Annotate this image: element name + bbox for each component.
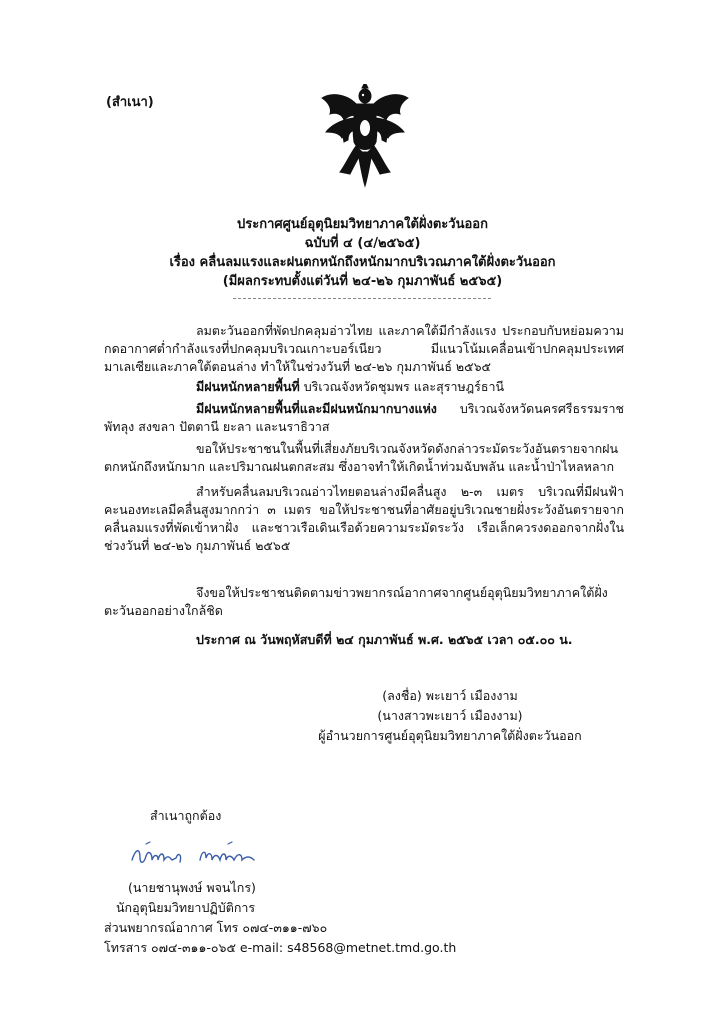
director-name: (นางสาวพะเยาว์ เมืองงาม) bbox=[377, 708, 523, 723]
garuda-emblem-icon bbox=[318, 84, 412, 188]
rain-warning-2-emphasis: มีฝนหนักหลายพื้นที่และมีฝนหนักมากบางแห่ง bbox=[196, 401, 437, 416]
announcement-date: ประกาศ ณ วันพฤหัสบดีที่ ๒๔ กุมภาพันธ์ พ.ศ. ๒๕๖๕ เวลา ๐๕.๐๐ น. bbox=[196, 632, 573, 647]
body-paragraph-6: จึงขอให้ประชาชนติดตามข่าวพยากรณ์อากาศจากศูนย์อุตุนิยมวิทยาภาคใต้ฝั่งตะวันออกอย่างใกล้ชิด bbox=[104, 585, 608, 618]
certifier-position: นักอุตุนิยมวิทยาปฏิบัติการ bbox=[116, 900, 256, 915]
certifier-name: (นายชานุพงษ์ พจนไกร) bbox=[128, 880, 256, 895]
heading-divider bbox=[233, 298, 491, 299]
body-paragraph-1: ลมตะวันออกที่พัดปกคลุมอ่าวไทย และภาคใต้มีกำลังแรง ประกอบกับหย่อมความกดอากาศต่ำกำลังแรงที่ปกคลุมบริเวณเกาะบอร์เนียว มีแนวโน้มเคลื่อนเข้าปกคลุมประเทศมาเลเซียและภาคใต้ตอนล่าง ทำให้ในช่วงวันที่ ๒๔-๒๖ กุมภาพันธ์ ๒๕๖๕ bbox=[104, 323, 624, 374]
body-paragraph-2 bbox=[104, 378, 624, 396]
rain-warning-1-emphasis: มีฝนหนักหลายพื้นที่ bbox=[196, 379, 300, 394]
body-paragraph-4: ขอให้ประชาชนในพื้นที่เสี่ยงภัยบริเวณจังหวัดดังกล่าวระมัดระวังอันตรายจากฝนตกหนักถึงหนักมาก และปริมาณฝนตกสะสม ซึ่งอาจทำให้เกิดน้ำท่วมฉับพลัน และน้ำป่าไหลหลาก bbox=[104, 441, 619, 474]
heading-issue-number: ฉบับที่ ๔ (๔/๒๕๖๕) bbox=[304, 236, 421, 251]
director-position: ผู้อำนวยการศูนย์อุตุนิยมวิทยาภาคใต้ฝั่งตะวันออก bbox=[318, 728, 582, 743]
forecast-division-phone: ส่วนพยากรณ์อากาศ โทร ๐๗๔-๓๑๑-๗๖๐ bbox=[104, 920, 328, 935]
copy-label: (สำเนา) bbox=[106, 95, 154, 110]
handwritten-signature-icon bbox=[128, 838, 260, 872]
director-signature-block bbox=[300, 686, 600, 746]
body-paragraph-5: สำหรับคลื่นลมบริเวณอ่าวไทยตอนล่างมีคลื่นสูง ๒-๓ เมตร บริเวณที่มีฝนฟ้าคะนองทะเลมีคลื่นสูงมากกว่า ๓ เมตร ขอให้ประชาชนที่อาศัยอยู่บริเวณชายฝั่งระวังอันตรายจากคลื่นลมแรงที่พัดเข้าหาฝั่ง และชาวเรือเดินเรือด้วยความระมัดระวัง เรือเล็กควรงดออกจากฝั่งในช่วงวันที่ ๒๔-๒๖ กุมภาพันธ์ ๒๕๖๕ bbox=[104, 484, 624, 553]
fax-and-email: โทรสาร ๐๗๔-๓๑๑-๐๖๕ e-mail: s48568@metnet.tmd.go.th bbox=[104, 940, 457, 955]
rain-warning-1-text: บริเวณจังหวัดชุมพร และสุราษฎร์ธานี bbox=[299, 379, 505, 394]
certified-copy-label: สำเนาถูกต้อง bbox=[150, 808, 222, 823]
heading-subject: เรื่อง คลื่นลมแรงและฝนตกหนักถึงหนักมากบริเวณภาคใต้ฝั่งตะวันออก bbox=[169, 255, 556, 270]
announcement-heading bbox=[150, 215, 575, 291]
heading-effective-dates: (มีผลกระทบตั้งแต่วันที่ ๒๔-๒๖ กุมภาพันธ์ ๒๕๖๕) bbox=[222, 274, 503, 289]
body-paragraph-3 bbox=[104, 400, 624, 436]
certifier-block bbox=[104, 878, 456, 958]
signed-line: (ลงชื่อ) พะเยาว์ เมืองงาม bbox=[382, 688, 518, 703]
rain-warning-2-text: บริเวณจังหวัดนครศรีธรรมราช พัทลุง สงขลา ปัตตานี ยะลา และนราธิวาส bbox=[104, 401, 624, 434]
heading-issuer: ประกาศศูนย์อุตุนิยมวิทยาภาคใต้ฝั่งตะวันออก bbox=[237, 217, 488, 232]
